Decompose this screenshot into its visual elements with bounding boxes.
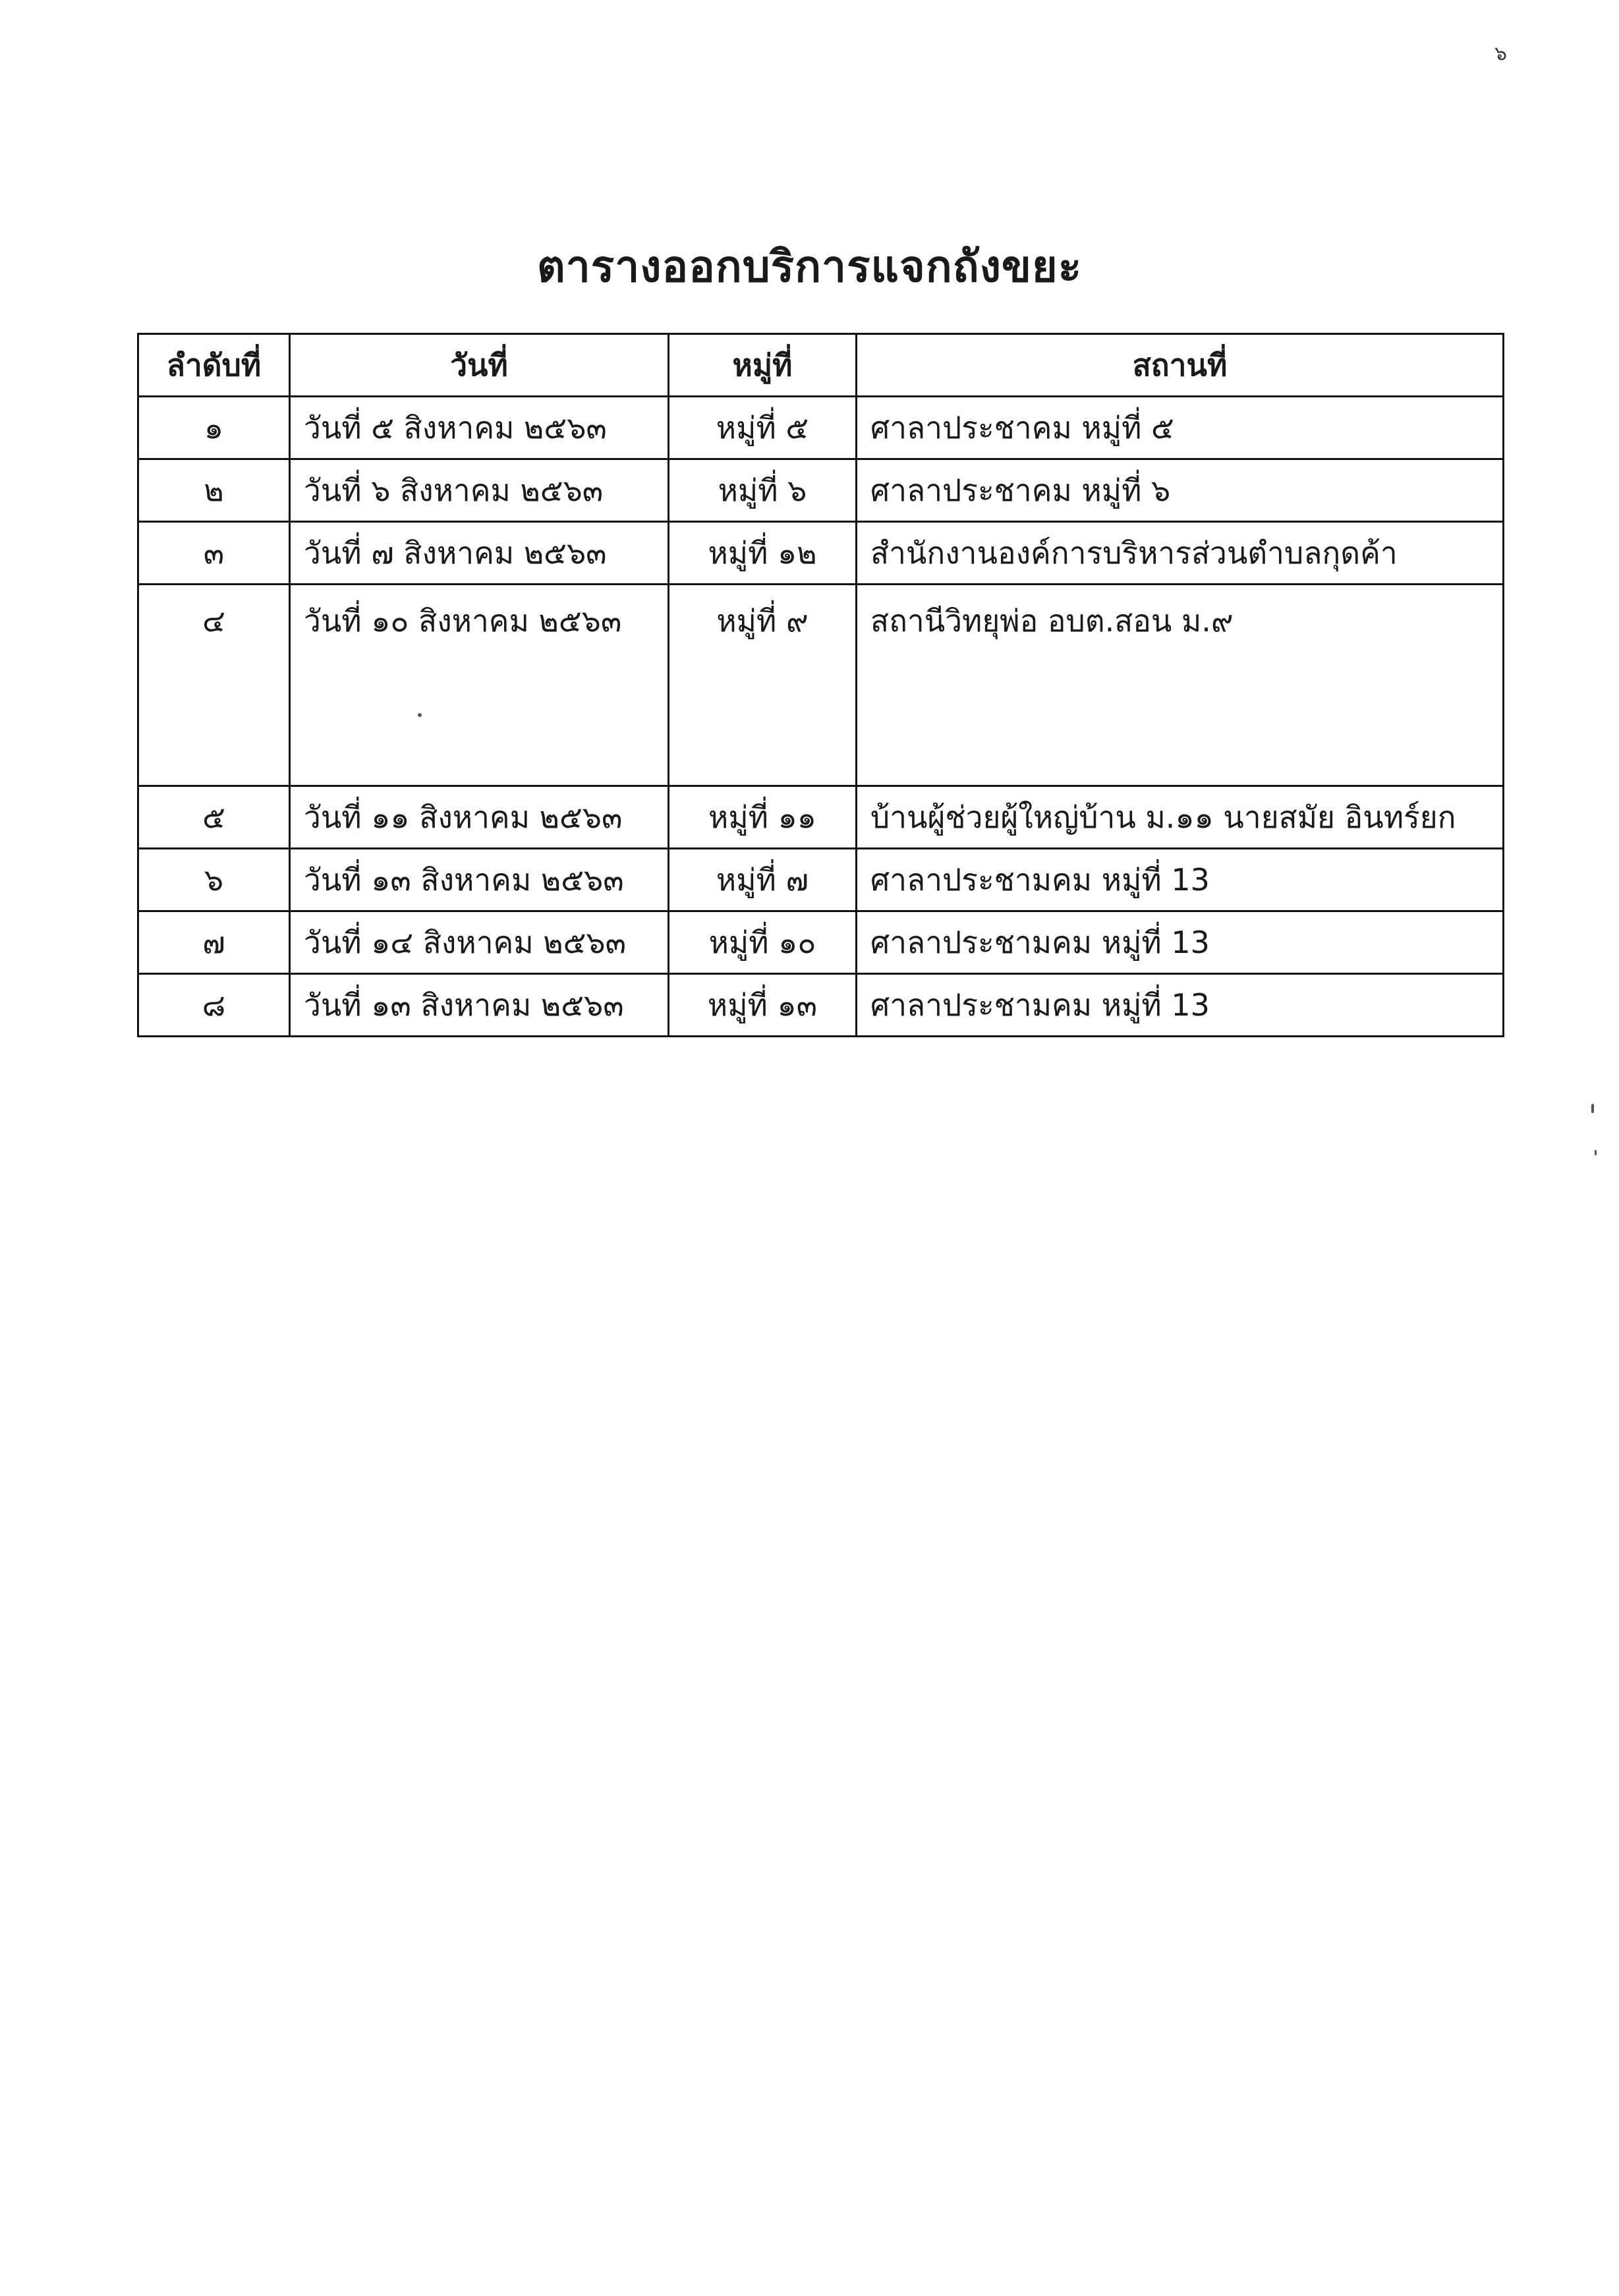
table-row <box>138 911 1504 974</box>
header-village: หมู่ที่ <box>669 334 857 397</box>
cell-no: ๗ <box>138 911 290 974</box>
cell-no: ๕ <box>138 786 290 849</box>
cell-place: บ้านผู้ช่วยผู้ใหญ่บ้าน ม.๑๑ นายสมัย อินทร์ยก <box>857 786 1504 849</box>
cell-date: วันที่ ๕ สิงหาคม ๒๕๖๓ <box>290 397 669 459</box>
table-row <box>138 522 1504 585</box>
header-no: ลำดับที่ <box>138 334 290 397</box>
cell-village: หมู่ที่ ๑๒ <box>669 522 857 585</box>
table-row <box>138 974 1504 1037</box>
table-row <box>138 786 1504 849</box>
cell-village: หมู่ที่ ๖ <box>669 459 857 522</box>
cell-date: วันที่ ๑๐ สิงหาคม ๒๕๖๓ <box>290 585 669 786</box>
schedule-table <box>137 333 1504 1037</box>
cell-village: หมู่ที่ ๙ <box>669 585 857 786</box>
cell-date: วันที่ ๑๑ สิงหาคม ๒๕๖๓ <box>290 786 669 849</box>
cell-no: ๒ <box>138 459 290 522</box>
cell-date: วันที่ ๑๔ สิงหาคม ๒๕๖๓ <box>290 911 669 974</box>
scan-speck <box>1595 1150 1597 1155</box>
page-number: ๖ <box>1494 42 1508 65</box>
cell-date: วันที่ ๑๓ สิงหาคม ๒๕๖๓ <box>290 974 669 1037</box>
cell-place: ศาลาประชาคม หมู่ที่ ๕ <box>857 397 1504 459</box>
cell-village: หมู่ที่ ๗ <box>669 849 857 911</box>
cell-date: วันที่ ๗ สิงหาคม ๒๕๖๓ <box>290 522 669 585</box>
cell-village: หมู่ที่ ๑๓ <box>669 974 857 1037</box>
cell-village: หมู่ที่ ๑๐ <box>669 911 857 974</box>
scan-speck <box>1591 1104 1594 1113</box>
cell-place: ศาลาประชามคม หมู่ที่ 13 <box>857 849 1504 911</box>
cell-date: วันที่ ๑๓ สิงหาคม ๒๕๖๓ <box>290 849 669 911</box>
cell-no: ๘ <box>138 974 290 1037</box>
cell-place: ศาลาประชาคม หมู่ที่ ๖ <box>857 459 1504 522</box>
table-header-row <box>138 334 1504 397</box>
cell-no: ๖ <box>138 849 290 911</box>
table-row <box>138 849 1504 911</box>
header-date: วันที่ <box>290 334 669 397</box>
cell-no: ๑ <box>138 397 290 459</box>
document-title: ตารางออกบริการแจกถังขยะ <box>536 241 1083 292</box>
cell-place: สำนักงานองค์การบริหารส่วนตำบลกุดค้า <box>857 522 1504 585</box>
cell-no: ๓ <box>138 522 290 585</box>
cell-village: หมู่ที่ ๕ <box>669 397 857 459</box>
cell-village: หมู่ที่ ๑๑ <box>669 786 857 849</box>
cell-place: ศาลาประชามคม หมู่ที่ 13 <box>857 911 1504 974</box>
table-row <box>138 585 1504 786</box>
table-row <box>138 459 1504 522</box>
cell-date: วันที่ ๖ สิงหาคม ๒๕๖๓ <box>290 459 669 522</box>
cell-place: สถานีวิทยุพ่อ อบต.สอน ม.๙ <box>857 585 1504 786</box>
cell-place: ศาลาประชามคม หมู่ที่ 13 <box>857 974 1504 1037</box>
cell-no: ๔ <box>138 585 290 786</box>
table-row <box>138 397 1504 459</box>
header-place: สถานที่ <box>857 334 1504 397</box>
scan-speck <box>418 713 422 717</box>
